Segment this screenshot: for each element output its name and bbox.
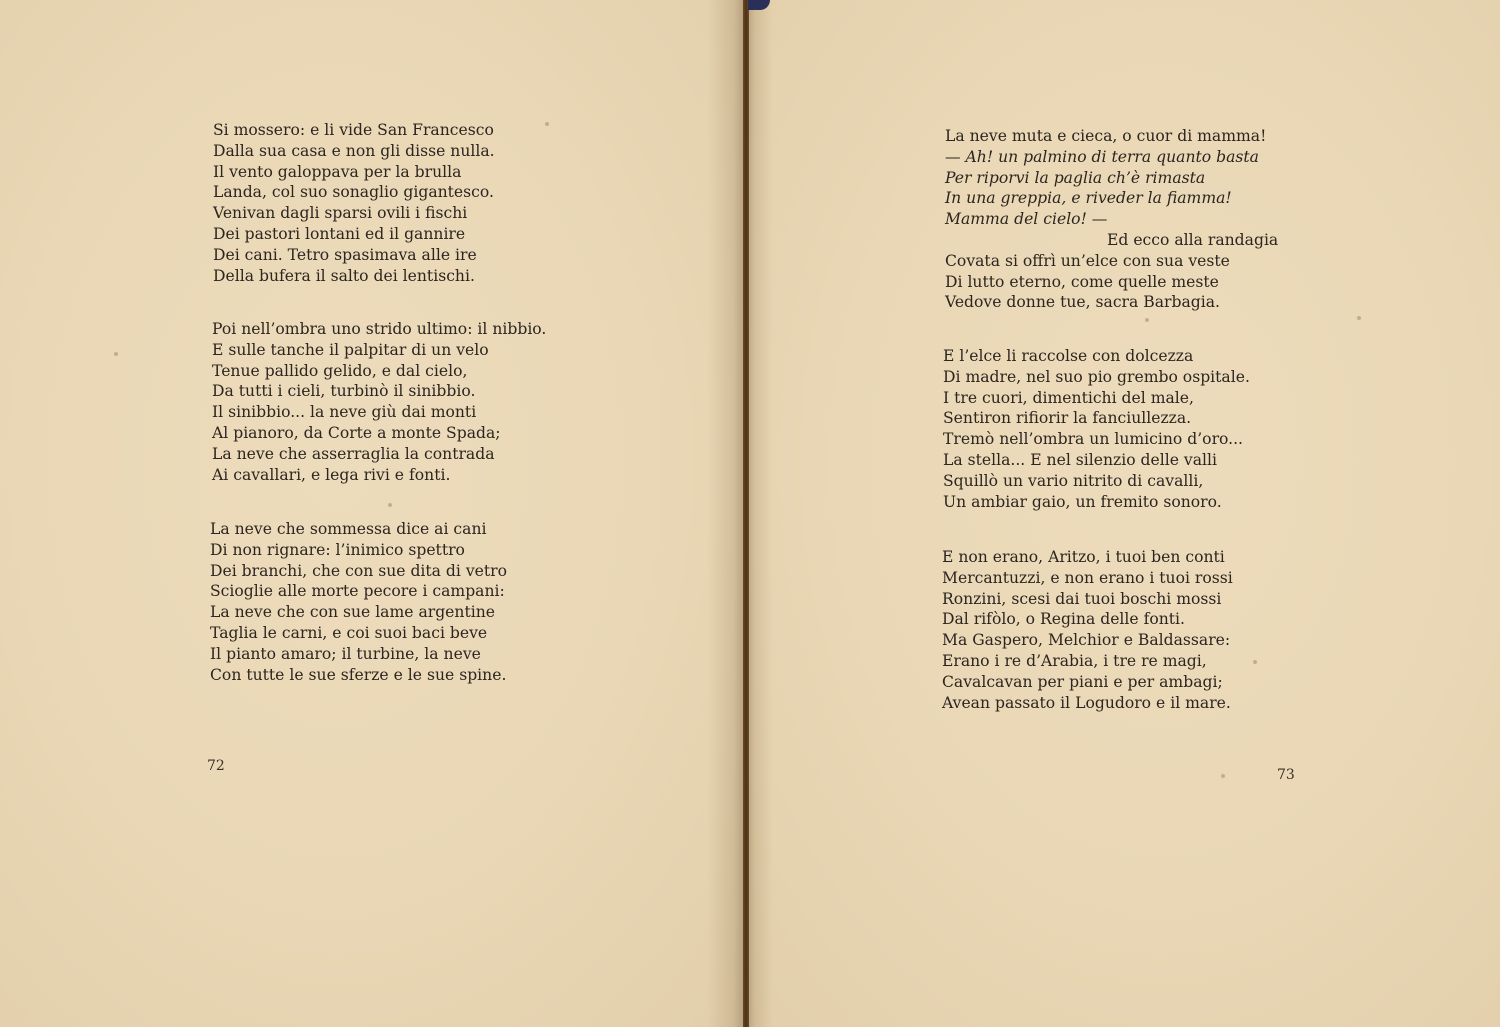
verse-line: Taglia le carni, e coi suoi baci beve [210,623,488,642]
stanza-left-3 [210,519,507,685]
stanza-right-3 [942,547,1233,713]
verse-line: Squillò un vario nitrito di cavalli, [943,471,1204,490]
paper-speck [388,503,392,507]
verse-line: I tre cuori, dimentichi del male, [943,388,1194,407]
verse-line: Il pianto amaro; il turbine, la neve [210,644,481,663]
verse-line: E sulle tanche il palpitar di un velo [212,340,489,359]
verse-line: Dei cani. Tetro spasimava alle ire [213,245,477,264]
paper-speck [1357,316,1361,320]
verse-line: La neve che con sue lame argentine [210,603,495,622]
verse-line: Dalla sua casa e non gli disse nulla. [213,141,495,160]
verse-line: Al pianoro, da Corte a monte Spada; [212,423,501,442]
verse-line: Scioglie alle morte pecore i campani: [210,582,505,601]
verse-line: Si mossero: e li vide San Francesco [213,121,494,139]
paper-speck [545,122,549,126]
verse-line: E non erano, Aritzo, i tuoi ben conti [942,548,1225,566]
page-number-left: 72 [207,758,225,774]
verse-line: — Ah! un palmino di terra quanto basta [945,147,1259,166]
verse-line: Tenue pallido gelido, e dal cielo, [212,361,468,380]
stanza-left-1 [213,120,495,286]
verse-line: Di lutto eterno, come quelle meste [945,272,1219,291]
verse-line: Di madre, nel suo pio grembo ospitale. [943,367,1250,386]
verse-line: Tremò nell’ombra un lumicino d’oro... [943,430,1244,449]
page-number-right: 73 [1277,767,1295,783]
verse-line: La neve che sommessa dice ai cani [210,520,487,538]
stanza-right-2 [943,346,1250,512]
verse-line: Per riporvi la paglia ch’è rimasta [945,168,1206,187]
verse-line: Ai cavallari, e lega rivi e fonti. [212,465,451,484]
left-page [0,0,745,1027]
gutter-shadow [747,0,773,1027]
paper-speck [1145,318,1149,322]
book-spine [743,0,749,1027]
verse-line: Cavalcavan per piani e per ambagi; [942,672,1223,691]
verse-line: Poi nell’ombra uno strido ultimo: il nibbio. [212,320,547,338]
verse-line: Landa, col suo sonaglio gigantesco. [213,183,494,202]
verse-line: Un ambiar gaio, un fremito sonoro. [943,492,1222,511]
verse-line: Covata si offrì un’elce con sua veste [945,251,1230,270]
verse-line: Con tutte le sue sferze e le sue spine. [210,665,507,684]
paper-speck [1253,660,1257,664]
verse-line: La neve che asserraglia la contrada [212,444,495,463]
verse-line: La stella... E nel silenzio delle valli [943,450,1217,469]
verse-line: Dei branchi, che con sue dita di vetro [210,561,508,580]
verse-line: Erano i re d’Arabia, i tre re magi, [942,651,1207,670]
verse-line: Da tutti i cieli, turbinò il sinibbio. [212,382,476,401]
verse-line: Mercantuzzi, e non erano i tuoi rossi [942,568,1233,587]
verse-line: Ronzini, scesi dai tuoi boschi mossi [942,589,1222,608]
paper-speck [114,352,118,356]
verse-line: Il sinibbio... la neve giù dai monti [212,403,477,422]
stanza-left-2 [212,319,546,485]
verse-line: Venivan dagli sparsi ovili i fischi [213,204,468,223]
paper-speck [1221,774,1225,778]
verse-line: Ed ecco alla randagia [1107,230,1279,249]
verse-line: In una greppia, e riveder la fiamma! [945,189,1232,208]
stanza-right-1 [945,126,1278,313]
verse-line: Dal rifòlo, o Regina delle fonti. [942,610,1185,629]
verse-line: Mamma del cielo! — [945,210,1108,229]
verse-line: La neve muta e cieca, o cuor di mamma! [945,127,1267,145]
verse-line: Dei pastori lontani ed il gannire [213,224,466,243]
gutter-shadow [707,0,745,1027]
right-page [747,0,1500,1027]
verse-line: Di non rignare: l’inimico spettro [210,540,465,559]
verse-line: Vedove donne tue, sacra Barbagia. [945,293,1220,312]
verse-line: Ma Gaspero, Melchior e Baldassare: [942,631,1231,650]
verse-line: Il vento galoppava per la brulla [213,162,462,181]
verse-line: E l’elce li raccolse con dolcezza [943,347,1194,365]
verse-line: Sentiron rifiorir la fanciullezza. [943,409,1192,428]
verse-line: Avean passato il Logudoro e il mare. [942,693,1231,712]
verse-line: Della bufera il salto dei lentischi. [213,266,475,285]
